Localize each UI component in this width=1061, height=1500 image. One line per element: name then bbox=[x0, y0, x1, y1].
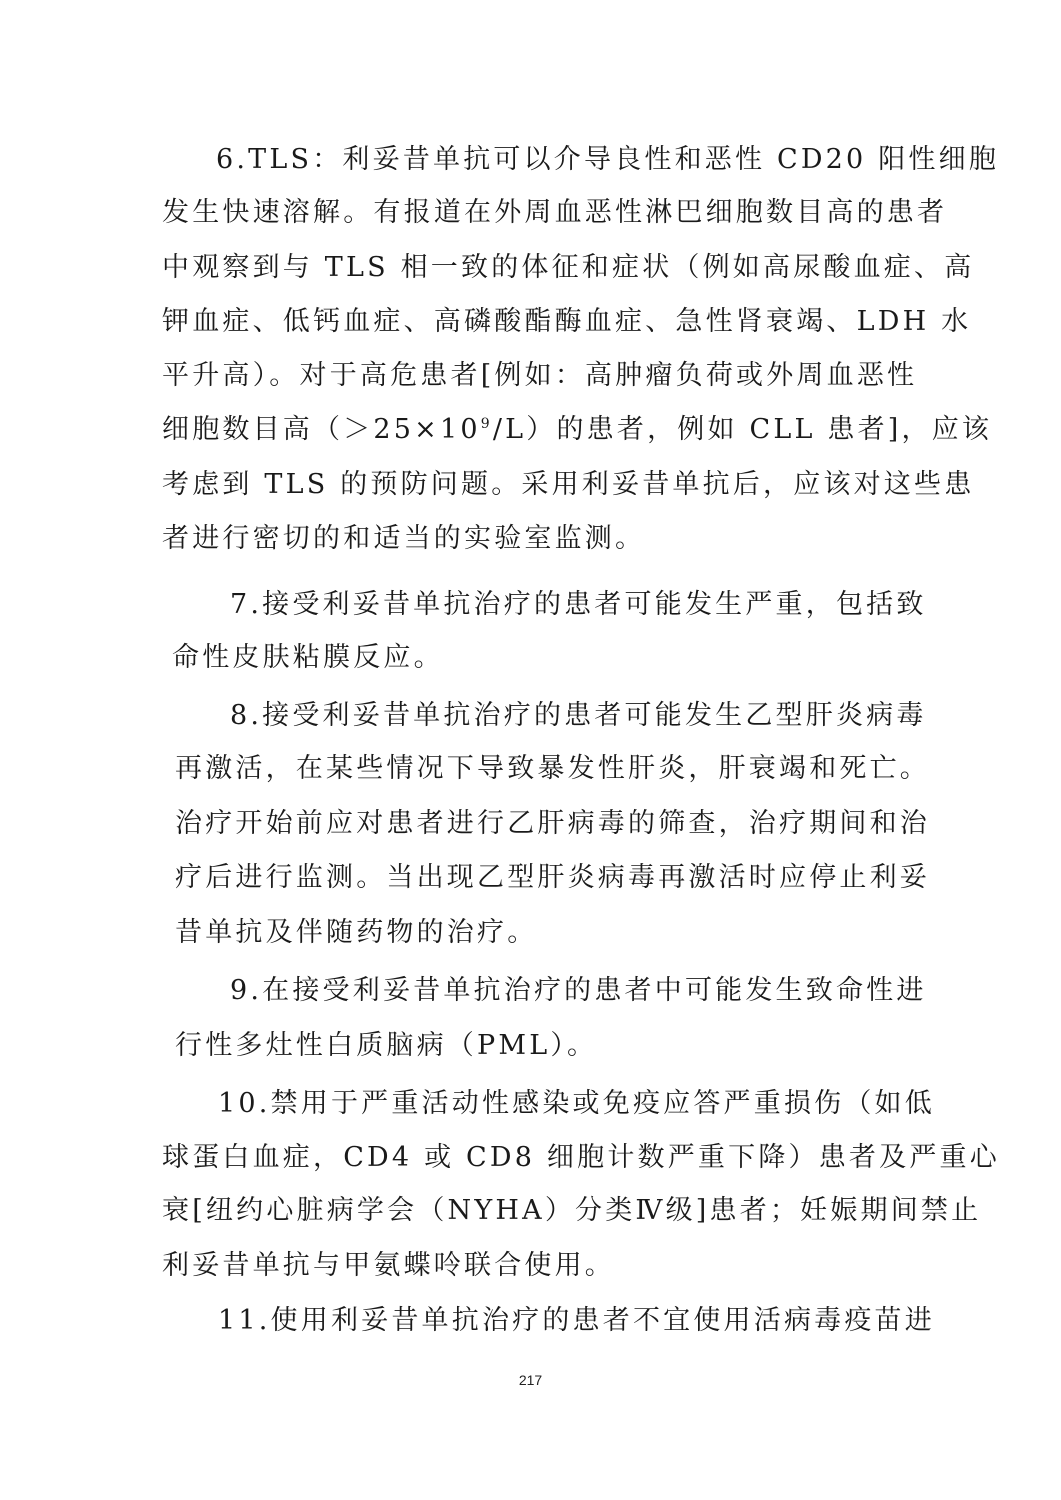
paragraph-7-line-2: 命性皮肤粘膜反应。 bbox=[172, 642, 444, 673]
paragraph-10-line-1: 10.禁用于严重活动性感染或免疫应答严重损伤（如低 bbox=[218, 1088, 935, 1119]
paragraph-6-line-7: 考虑到 TLS 的预防问题。采用利妥昔单抗后，应该对这些患 bbox=[162, 469, 975, 500]
paragraph-6-line-5: 平升高）。对于高危患者[例如：高肿瘤负荷或外周血恶性 bbox=[162, 360, 918, 391]
exponent: 9 bbox=[480, 416, 493, 432]
paragraph-8-line-1: 8.接受利妥昔单抗治疗的患者可能发生乙型肝炎病毒 bbox=[230, 700, 927, 731]
paragraph-6-line-4: 钾血症、低钙血症、高磷酸酯酶血症、急性肾衰竭、LDH 水 bbox=[162, 306, 972, 337]
page-number: 217 bbox=[518, 1372, 543, 1388]
paragraph-6-line-3: 中观察到与 TLS 相一致的体征和症状（例如高尿酸血症、高 bbox=[162, 252, 975, 283]
paragraph-8-line-2: 再激活，在某些情况下导致暴发性肝炎，肝衰竭和死亡。 bbox=[175, 753, 930, 784]
paragraph-10-line-3: 衰[纽约心脏病学会（NYHA）分类Ⅳ级]患者；妊娠期间禁止 bbox=[162, 1195, 982, 1226]
paragraph-10-line-4: 利妥昔单抗与甲氨蝶呤联合使用。 bbox=[162, 1250, 615, 1281]
paragraph-8-line-3: 治疗开始前应对患者进行乙肝病毒的筛查，治疗期间和治 bbox=[175, 808, 930, 839]
paragraph-10-line-2: 球蛋白血症，CD4 或 CD8 细胞计数严重下降）患者及严重心 bbox=[162, 1142, 1000, 1173]
paragraph-6-line-6-head: 细胞数目高（＞25×10 bbox=[162, 414, 481, 445]
paragraph-8-line-4: 疗后进行监测。当出现乙型肝炎病毒再激活时应停止利妥 bbox=[175, 862, 930, 893]
paragraph-6-line-8: 者进行密切的和适当的实验室监测。 bbox=[162, 523, 646, 554]
paragraph-8-line-5: 昔单抗及伴随药物的治疗。 bbox=[175, 917, 538, 948]
paragraph-9-line-1: 9.在接受利妥昔单抗治疗的患者中可能发生致命性进 bbox=[230, 975, 927, 1006]
paragraph-9-line-2: 行性多灶性白质脑病（PML）。 bbox=[175, 1030, 598, 1061]
paragraph-6-line-6-tail: /L）的患者，例如 CLL 患者]，应该 bbox=[492, 414, 993, 445]
paragraph-6-line-6 bbox=[162, 412, 993, 448]
paragraph-7-line-1: 7.接受利妥昔单抗治疗的患者可能发生严重，包括致 bbox=[230, 589, 927, 620]
paragraph-6-line-2: 发生快速溶解。有报道在外周血恶性淋巴细胞数目高的患者 bbox=[162, 197, 948, 228]
paragraph-11-line-1: 11.使用利妥昔单抗治疗的患者不宜使用活病毒疫苗进 bbox=[218, 1305, 935, 1336]
paragraph-6-line-1: 6.TLS：利妥昔单抗可以介导良性和恶性 CD20 阳性细胞 bbox=[216, 144, 1000, 175]
